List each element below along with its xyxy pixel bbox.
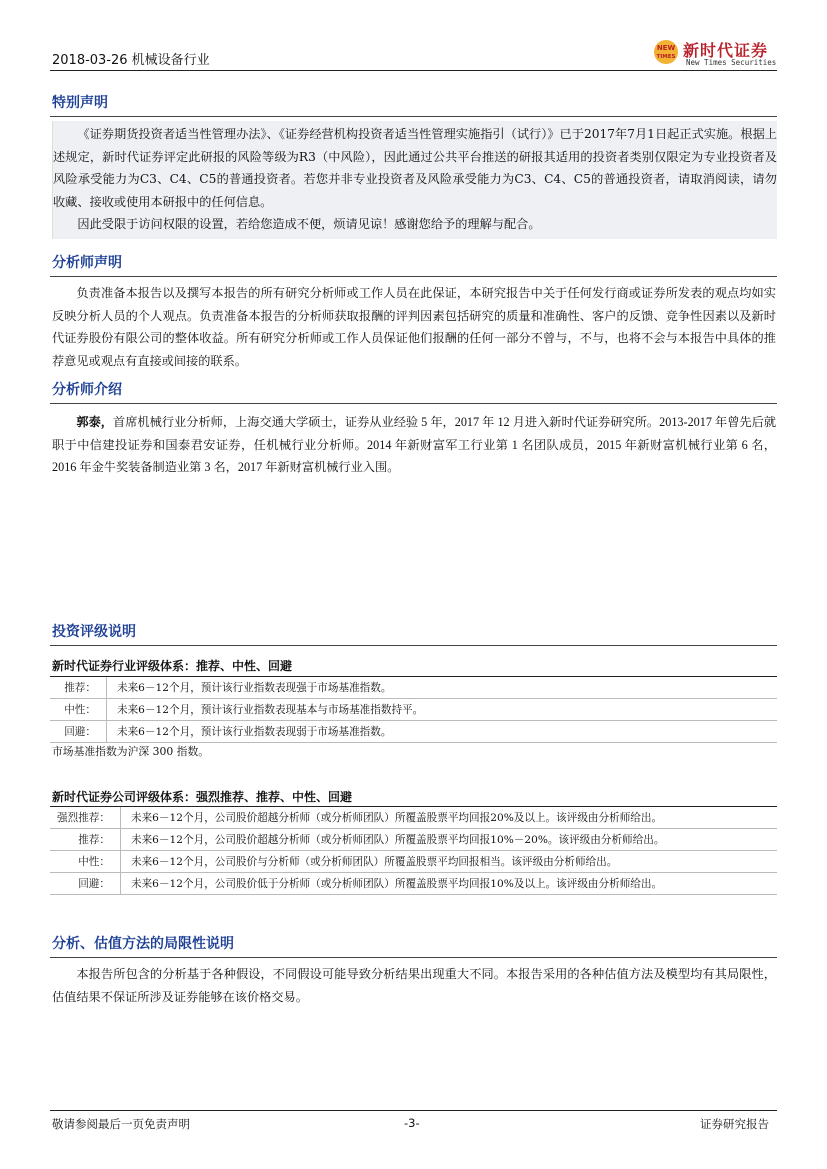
special-statement-paragraph-1: 《证券期货投资者适当性管理办法》、《证券经营机构投资者适当性管理实施指引（试行）》已于2017年7月1日起正式实施。根据上述规定，新时代证券评定此研报的风险等级为R3（中风险），因此通过公共平台推送的研报其适用的投资者类别仅限定为专业投资者及风险承受能力为C3、C4、C5的普通投资者。若您并非专业投资者及风险承受能力为C3、C4、C5的普通投资者，请取消阅读，请勿收藏、接收或使用本研报中的任何信息。	[53, 127, 777, 209]
special-statement-box	[52, 121, 777, 239]
table-row	[50, 829, 777, 851]
analyst-intro-title: 分析师介绍	[52, 382, 122, 398]
analyst-bio: 首席机械行业分析师，上海交通大学硕士，证券从业经验 5 年，2017 年 12 月进入新时代证券研究所。2013-2017 年曾先后就职于中信建投证券和国泰君安证券，任机械行业分析师。2014 年新财富军工行业第 1 名团队成员，2015 年新财富机械行业第 6 名，2016 年金牛奖装备制造业第 3 名，2017 年新财富机械行业入围。	[52, 415, 777, 474]
rating-desc: 未来6－12个月，公司股价超越分析师（或分析师团队）所覆盖股票平均回报10%－20%。该评级由分析师给出。	[121, 829, 778, 851]
analyst-statement-body	[52, 282, 776, 372]
special-statement-divider	[50, 116, 777, 117]
rating-title: 投资评级说明	[52, 624, 136, 640]
limitations-body	[52, 963, 776, 1008]
logo-chinese-name: 新时代证券	[683, 41, 769, 60]
rating-label: 推荐：	[50, 829, 121, 851]
analyst-statement-divider	[50, 276, 777, 277]
logo-mark-top: NEW	[656, 44, 676, 52]
header-date-sector: 2018-03-26 机械设备行业	[52, 53, 210, 68]
rating-desc: 未来6－12个月，预计该行业指数表现弱于市场基准指数。	[107, 721, 778, 743]
analyst-statement-title: 分析师声明	[52, 255, 122, 271]
header-divider	[50, 70, 777, 71]
rating-desc: 未来6－12个月，公司股价超越分析师（或分析师团队）所覆盖股票平均回报20%及以上。该评级由分析师给出。	[121, 807, 778, 829]
footer-disclaimer-link[interactable]: 敬请参阅最后一页免责声明	[52, 1117, 190, 1131]
special-statement-paragraph-2: 因此受限于访问权限的设置，若给您造成不便，烦请见谅！感谢您给予的理解与配合。	[77, 217, 541, 231]
analyst-intro-body	[52, 411, 776, 479]
table-row	[50, 677, 777, 699]
footer-divider	[50, 1110, 777, 1111]
analyst-intro-divider	[50, 403, 777, 404]
limitations-title: 分析、估值方法的局限性说明	[52, 936, 234, 952]
rating-desc: 未来6－12个月，预计该行业指数表现强于市场基准指数。	[107, 677, 778, 699]
page-number: -3-	[404, 1116, 420, 1130]
special-statement-title: 特别声明	[52, 95, 108, 111]
rating-label: 推荐：	[50, 677, 107, 699]
new-times-logo-icon	[652, 38, 680, 66]
logo-mark-bottom: TIMES	[656, 54, 676, 60]
company-rating-table	[50, 807, 777, 895]
industry-rating-table	[50, 677, 777, 743]
analyst-name: 郭泰，	[76, 415, 114, 429]
rating-desc: 未来6－12个月，预计该行业指数表现基本与市场基准指数持平。	[107, 699, 778, 721]
rating-desc: 未来6－12个月，公司股价与分析师（或分析师团队）所覆盖股票平均回报相当。该评级由分析师给出。	[121, 851, 778, 873]
company-rating-title: 新时代证券公司评级体系：强烈推荐、推荐、中性、回避	[52, 790, 353, 804]
analyst-statement-paragraph: 负责准备本报告以及撰写本报告的所有研究分析师或工作人员在此保证，本研究报告中关于任何发行商或证券所发表的观点均如实反映分析人员的个人观点。负责准备本报告的分析师获取报酬的评判因素包括研究的质量和准确性、客户的反馈、竞争性因素以及新时代证券股份有限公司的整体收益。所有研究分析师或工作人员保证他们报酬的任何一部分不曾与，不与，也将不会与本报告中具体的推荐意见或观点有直接或间接的联系。	[52, 286, 776, 368]
table-row	[50, 699, 777, 721]
table-row	[50, 807, 777, 829]
rating-label: 回避：	[50, 721, 107, 743]
rating-label: 中性：	[50, 699, 107, 721]
table-row	[50, 721, 777, 743]
industry-rating-title: 新时代证券行业评级体系：推荐、中性、回避	[52, 659, 293, 673]
rating-desc: 未来6－12个月，公司股价低于分析师（或分析师团队）所覆盖股票平均回报10%及以上。该评级由分析师给出。	[121, 873, 778, 895]
limitations-paragraph: 本报告所包含的分析基于各种假设，不同假设可能导致分析结果出现重大不同。本报告采用的各种估值方法及模型均有其局限性，估值结果不保证所涉及证券能够在该价格交易。	[52, 967, 776, 1004]
company-logo[interactable]	[652, 38, 778, 68]
rating-label: 强烈推荐：	[50, 807, 121, 829]
table-row	[50, 851, 777, 873]
benchmark-note: 市场基准指数为沪深 300 指数。	[52, 745, 210, 758]
rating-label: 回避：	[50, 873, 121, 895]
limitations-divider	[50, 957, 777, 958]
footer-report-type: 证券研究报告	[700, 1117, 769, 1131]
rating-label: 中性：	[50, 851, 121, 873]
table-row	[50, 873, 777, 895]
logo-english-name: New Times Securities	[686, 58, 777, 67]
rating-divider	[50, 645, 777, 646]
